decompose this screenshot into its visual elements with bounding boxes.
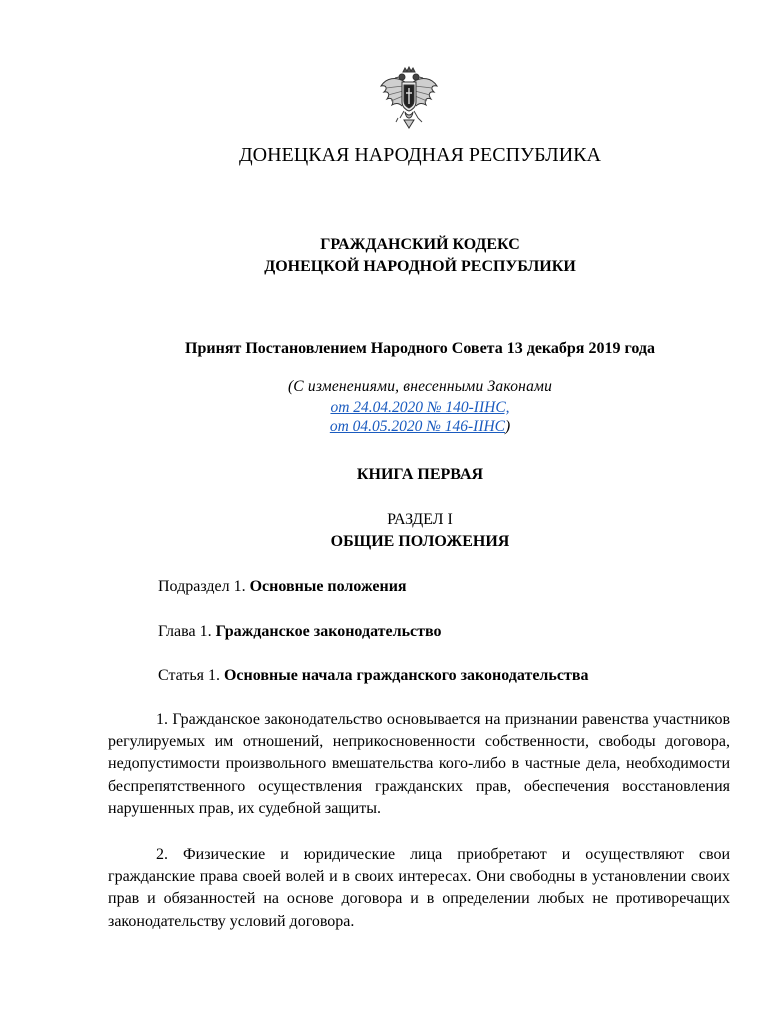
coat-of-arms-emblem-icon — [378, 66, 440, 130]
subsection-title: Основные положения — [249, 578, 407, 595]
article-title: Основные начала гражданского законодательства — [223, 667, 589, 684]
adoption-note: Принят Постановлением Народного Совета 13 декабря 2019 года — [185, 340, 655, 357]
subsection-prefix: Подраздел 1. — [158, 578, 246, 595]
article-prefix: Статья 1. — [158, 667, 220, 684]
chapter-heading — [158, 623, 442, 641]
amendment-link-140[interactable]: от 24.04.2020 № 140-IIНС, — [330, 399, 510, 416]
subsection-heading — [158, 578, 407, 596]
chapter-prefix: Глава 1. — [158, 623, 212, 640]
article-paragraph-1: 1. Гражданское законодательство основывается на признании равенства участников регулируемых им отношений, неприкосновенности собственности, свободы договора, недопустимости произвольного вмешательства кого-либо в частные дела, необходимости беспрепятственного осуществления гражданских прав, обеспечения восстановления нарушенных прав, их судебной защиты. — [108, 711, 730, 817]
article-heading — [158, 667, 588, 685]
book-heading: КНИГА ПЕРВАЯ — [356, 466, 484, 483]
amendments-intro: (С изменениями, внесенными Законами — [287, 378, 553, 395]
section-number: РАЗДЕЛ I — [387, 511, 453, 528]
amendment-link-146[interactable]: от 04.05.2020 № 146-IIНС — [329, 418, 506, 435]
section-title: ОБЩИЕ ПОЛОЖЕНИЯ — [330, 533, 510, 550]
amendments-link-line-2 — [36, 418, 768, 436]
amendments-link-line-1 — [36, 399, 768, 417]
article-paragraph-2: 2. Физические и юридические лица приобретают и осуществляют свои гражданские права своей волей и в своих интересах. Они свободны в установлении своих прав и обязанностей на основе договора и в определении любых не противоречащих законодательству условий договора. — [108, 846, 730, 930]
document-title-line-1: ГРАЖДАНСКИЙ КОДЕКС — [320, 236, 520, 253]
amendments-close-paren: ) — [505, 418, 511, 435]
republic-name: ДОНЕЦКАЯ НАРОДНАЯ РЕСПУБЛИКА — [239, 144, 601, 166]
chapter-title: Гражданское законодательство — [215, 623, 442, 640]
document-title-line-2: ДОНЕЦКОЙ НАРОДНОЙ РЕСПУБЛИКИ — [264, 258, 576, 275]
